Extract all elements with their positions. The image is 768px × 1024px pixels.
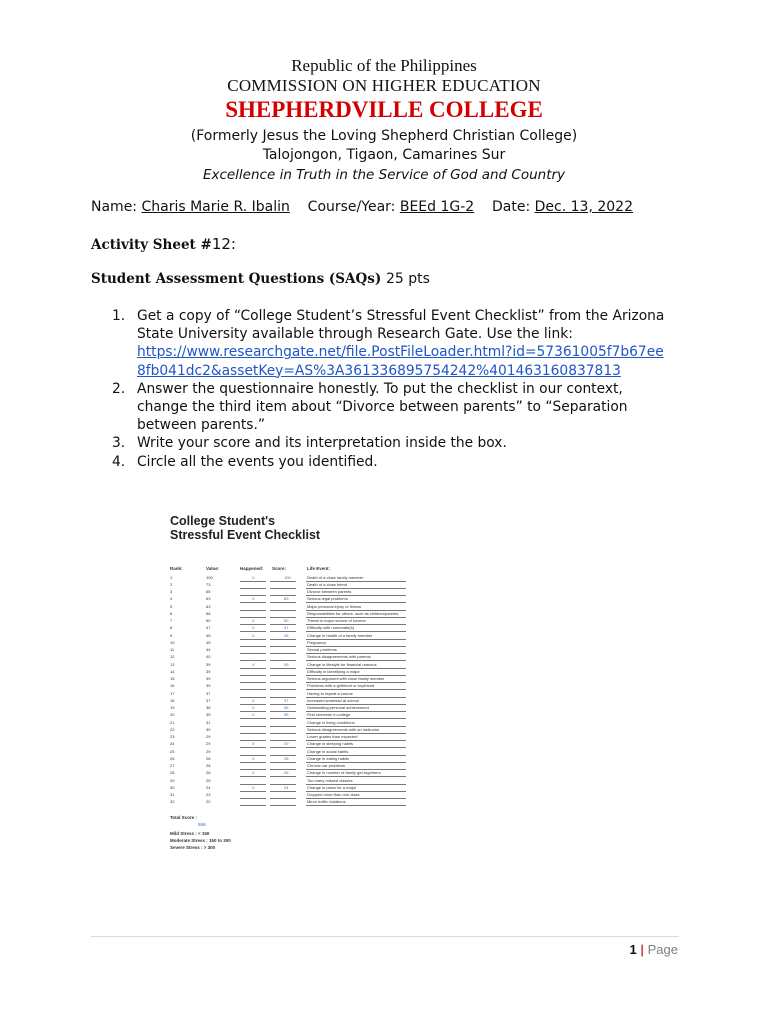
table-row — [170, 705, 410, 712]
step-text: Write your score and its interpretation inside the box. — [137, 435, 507, 452]
moderate-stress: Moderate Stress : 150 to 300 — [170, 838, 231, 843]
event-cell: Divorce between parents — [307, 589, 352, 594]
happened-cell: X — [252, 755, 255, 761]
rank-cell: 3 — [170, 589, 173, 594]
row-rule — [240, 805, 266, 806]
event-cell: Lower grades than expected — [307, 734, 358, 739]
event-cell: Pregnancy — [307, 639, 327, 645]
happened-cell: X — [252, 712, 255, 718]
value-cell: 37 — [206, 690, 211, 696]
table-row — [170, 712, 410, 719]
value-cell: 39 — [206, 676, 211, 681]
step-number: 1. — [112, 308, 126, 324]
name-value: Charis Marie R. Ibalin — [141, 199, 290, 215]
row-rule — [270, 805, 296, 806]
happened-cell: X — [252, 705, 255, 710]
table-row — [170, 697, 410, 704]
value-cell: 28 — [206, 755, 211, 761]
event-cell: Change in sleeping habits — [307, 741, 354, 747]
rank-cell: 8 — [170, 625, 173, 631]
event-cell: Change in plans for a major — [307, 784, 357, 790]
score-cell: 47 — [284, 625, 289, 631]
event-cell: Change in health of a family member — [307, 632, 373, 638]
saq-title — [91, 271, 430, 287]
step-text: Circle all the events you identified. — [137, 453, 378, 470]
score-cell: 45 — [284, 632, 289, 638]
event-cell: Responsibilities for others, such as children/parents — [307, 610, 399, 616]
table-row — [170, 792, 410, 799]
table-row — [170, 799, 410, 806]
table-row — [170, 647, 410, 654]
checklist-title-line2: Stressful Event Checklist — [170, 528, 321, 542]
score-cell: 26 — [284, 770, 289, 776]
value-cell: 29 — [206, 748, 211, 754]
happened-cell: X — [252, 784, 255, 790]
value-cell: 31 — [206, 719, 211, 725]
event-cell: Sexual problems — [307, 647, 337, 652]
checklist-rows — [170, 574, 410, 806]
event-cell: Change in living conditions — [307, 719, 355, 725]
table-row — [170, 596, 410, 603]
table-row — [170, 726, 410, 733]
table-row — [170, 755, 410, 762]
step-text: Get a copy of “College Student’s Stressful Event Checklist” from the Arizona State University available through Research Gate. Use the link: — [137, 308, 665, 343]
score-cell: 63 — [284, 596, 289, 602]
value-cell: 45 — [206, 632, 211, 638]
page-number: 1 — [629, 942, 637, 957]
rank-cell: 11 — [170, 647, 175, 652]
rank-cell: 22 — [170, 726, 175, 732]
footer-divider — [91, 936, 679, 937]
happened-cell: X — [252, 741, 255, 747]
value-cell: 73 — [206, 581, 211, 587]
date-label: Date: — [492, 199, 531, 215]
activity-label: Activity Sheet # — [91, 237, 212, 253]
name-label: Name: — [91, 199, 138, 215]
checklist-header-row — [170, 566, 410, 574]
rank-cell: 12 — [170, 654, 175, 660]
step-text: Answer the questionnaire honestly. To put the checklist in our context, change the third item about “Divorce between parents” to “Separation between parents.” — [137, 380, 628, 434]
researchgate-link[interactable]: https://www.researchgate.net/file.PostFileLoader.html?id=57361005f7b67ee8fb041dc2&assetKey=AS%3A361336895754242%401463160837813 — [137, 344, 664, 379]
event-cell: Change in eating habits — [307, 755, 350, 761]
table-row — [170, 661, 410, 668]
rank-cell: 16 — [170, 683, 175, 689]
rank-cell: 29 — [170, 777, 175, 783]
event-cell: Change in social habits — [307, 748, 349, 754]
score-cell: 24 — [284, 784, 289, 790]
score-cell: 36 — [284, 705, 289, 710]
college-name: SHEPHERDVILLE COLLEGE — [225, 97, 543, 122]
rank-cell: 31 — [170, 792, 175, 797]
table-row — [170, 632, 410, 639]
rank-cell: 1 — [170, 574, 173, 580]
page-separator: | — [640, 942, 644, 957]
rank-cell: 28 — [170, 770, 175, 776]
event-cell: Major personal injury or illness — [307, 603, 362, 609]
table-row — [170, 748, 410, 755]
happened-cell: X — [252, 596, 255, 602]
rank-cell: 10 — [170, 639, 175, 645]
rank-cell: 19 — [170, 705, 175, 710]
page-footer — [630, 942, 679, 957]
student-info-line — [91, 199, 633, 215]
rank-cell: 2 — [170, 581, 173, 587]
table-row — [170, 581, 410, 588]
table-row — [170, 574, 410, 581]
table-row — [170, 763, 410, 770]
activity-title — [91, 235, 236, 253]
value-cell: 30 — [206, 726, 211, 732]
event-cell: Too many missed classes — [307, 777, 353, 783]
list-item — [112, 453, 672, 471]
value-cell: 39 — [206, 668, 211, 674]
motto-line: Excellence in Truth in the Service of God and Country — [202, 167, 566, 183]
checklist-footer — [170, 814, 231, 851]
step-number: 3. — [112, 435, 126, 452]
value-cell: 23 — [206, 792, 211, 797]
value-cell: 63 — [206, 603, 211, 609]
value-cell: 26 — [206, 770, 211, 776]
event-cell: Minor traffic violations — [307, 799, 346, 805]
event-cell: Difficulty with roommate(s) — [307, 625, 355, 631]
table-row — [170, 603, 410, 610]
rank-cell: 21 — [170, 719, 175, 725]
list-item — [112, 307, 672, 380]
score-cell: 35 — [284, 712, 289, 718]
score-cell: 100 — [284, 574, 291, 580]
event-cell: Serious disagreements with parents — [307, 654, 371, 660]
date-value: Dec. 13, 2022 — [534, 199, 633, 215]
event-cell: Outstanding personal achievement — [307, 705, 369, 710]
happened-cell: X — [252, 661, 255, 667]
rank-cell: 18 — [170, 697, 175, 703]
course-value: BEEd 1G-2 — [399, 199, 475, 215]
table-row — [170, 683, 410, 690]
value-cell: 24 — [206, 784, 211, 790]
table-row — [170, 610, 410, 617]
event-cell: Threat to major source of income — [307, 618, 366, 623]
rank-cell: 23 — [170, 734, 175, 739]
list-item — [112, 380, 672, 435]
event-cell: Increased workload at school — [307, 697, 359, 703]
table-row — [170, 741, 410, 748]
event-cell: Serious disagreements with an instructor — [307, 726, 380, 732]
score-cell: 37 — [284, 697, 289, 703]
event-cell: Difficulty in identifying a major — [307, 668, 360, 674]
table-row — [170, 719, 410, 726]
value-cell: 47 — [206, 625, 211, 631]
value-cell: 28 — [206, 763, 211, 768]
value-cell: 29 — [206, 734, 211, 739]
rank-cell: 7 — [170, 618, 173, 623]
event-cell: Serious legal problems — [307, 596, 348, 602]
value-cell: 37 — [206, 697, 211, 703]
value-cell: 100 — [206, 574, 213, 580]
rank-cell: 25 — [170, 748, 175, 754]
happened-cell: X — [252, 697, 255, 703]
instruction-list — [112, 307, 672, 471]
severe-stress: Severe Stress : > 300 — [170, 845, 216, 850]
event-cell: First semester in college — [307, 712, 351, 718]
step-number: 2. — [112, 380, 126, 397]
table-row — [170, 676, 410, 683]
commission-line: COMMISSION ON HIGHER EDUCATION — [227, 76, 541, 95]
event-cell: Having to repeat a course — [307, 690, 353, 696]
table-row — [170, 734, 410, 741]
page-label: Page — [647, 942, 678, 957]
happened-header: Happened: — [240, 566, 264, 571]
value-cell: 39 — [206, 683, 211, 689]
rank-cell: 13 — [170, 661, 175, 667]
table-row — [170, 668, 410, 675]
happened-cell: X — [252, 632, 255, 638]
event-cell: Death of a close friend — [307, 581, 348, 587]
happened-cell: X — [252, 625, 255, 631]
score-cell: 50 — [284, 618, 289, 623]
value-cell: 63 — [206, 596, 211, 602]
document-header — [0, 56, 768, 185]
republic-line: Republic of the Philippines — [291, 56, 477, 75]
list-item — [112, 434, 672, 452]
rank-cell: 30 — [170, 784, 175, 790]
event-cell: Chronic car problems — [307, 763, 346, 768]
rank-cell: 24 — [170, 741, 175, 747]
total-score-label: Total Score : — [170, 815, 197, 820]
rank-cell: 14 — [170, 668, 175, 674]
total-score-value: 559 — [198, 822, 206, 827]
event-cell: Change in number of family get-togethers — [307, 770, 381, 776]
rank-cell: 6 — [170, 610, 173, 616]
score-cell: 39 — [284, 661, 289, 667]
rank-cell: 27 — [170, 763, 175, 768]
event-header: Life Event: — [307, 566, 331, 571]
table-row — [170, 654, 410, 661]
happened-cell: X — [252, 770, 255, 776]
table-row — [170, 770, 410, 777]
value-cell: 58 — [206, 610, 211, 616]
rank-cell: 15 — [170, 676, 175, 681]
value-cell: 40 — [206, 654, 211, 660]
checklist-figure — [170, 514, 410, 884]
value-cell: 20 — [206, 799, 211, 805]
mild-stress: Mild Stress : < 150 — [170, 831, 210, 836]
value-header: Value: — [206, 566, 220, 571]
rank-cell: 32 — [170, 799, 175, 805]
value-cell: 25 — [206, 777, 211, 783]
rank-cell: 9 — [170, 632, 173, 638]
event-cell: Serious argument with close family member — [307, 676, 385, 681]
rank-cell: 4 — [170, 596, 173, 602]
value-cell: 50 — [206, 618, 211, 623]
value-cell: 29 — [206, 741, 211, 747]
event-cell: Problems with a girlfriend or boyfriend — [307, 683, 375, 689]
value-cell: 36 — [206, 705, 211, 710]
table-row — [170, 639, 410, 646]
rank-cell: 20 — [170, 712, 175, 718]
step-number: 4. — [112, 453, 126, 470]
score-header: Score: — [272, 566, 287, 571]
table-row — [170, 777, 410, 784]
value-cell: 45 — [206, 639, 211, 645]
table-row — [170, 690, 410, 697]
value-cell: 44 — [206, 647, 211, 652]
value-cell: 39 — [206, 661, 211, 667]
happened-cell: X — [252, 618, 255, 623]
value-cell: 35 — [206, 712, 211, 718]
rank-cell: 5 — [170, 603, 173, 609]
table-row — [170, 589, 410, 596]
happened-cell: X — [252, 574, 255, 580]
saq-label: Student Assessment Questions (SAQs) — [91, 271, 382, 287]
table-row — [170, 618, 410, 625]
value-cell: 65 — [206, 589, 211, 594]
saq-points: 25 pts — [385, 271, 430, 287]
event-cell: Dropped more than one class — [307, 792, 360, 797]
table-row — [170, 625, 410, 632]
activity-number: 12: — [211, 235, 236, 253]
event-cell: Death of a close family member — [307, 574, 364, 580]
rank-cell: 26 — [170, 755, 175, 761]
formerly-line: (Formerly Jesus the Loving Shepherd Christian College) — [190, 128, 578, 144]
checklist-title-line1: College Student's — [170, 514, 276, 528]
score-cell: 28 — [284, 755, 289, 761]
score-cell: 29 — [284, 741, 289, 747]
row-rule — [306, 805, 406, 806]
rank-header: Rank: — [170, 566, 183, 571]
event-cell: Change in lifestyle for financial reasons — [307, 661, 377, 667]
rank-cell: 17 — [170, 690, 175, 696]
table-row — [170, 784, 410, 791]
address-line: Talojongon, Tigaon, Camarines Sur — [262, 147, 506, 163]
course-label: Course/Year: — [307, 199, 396, 215]
